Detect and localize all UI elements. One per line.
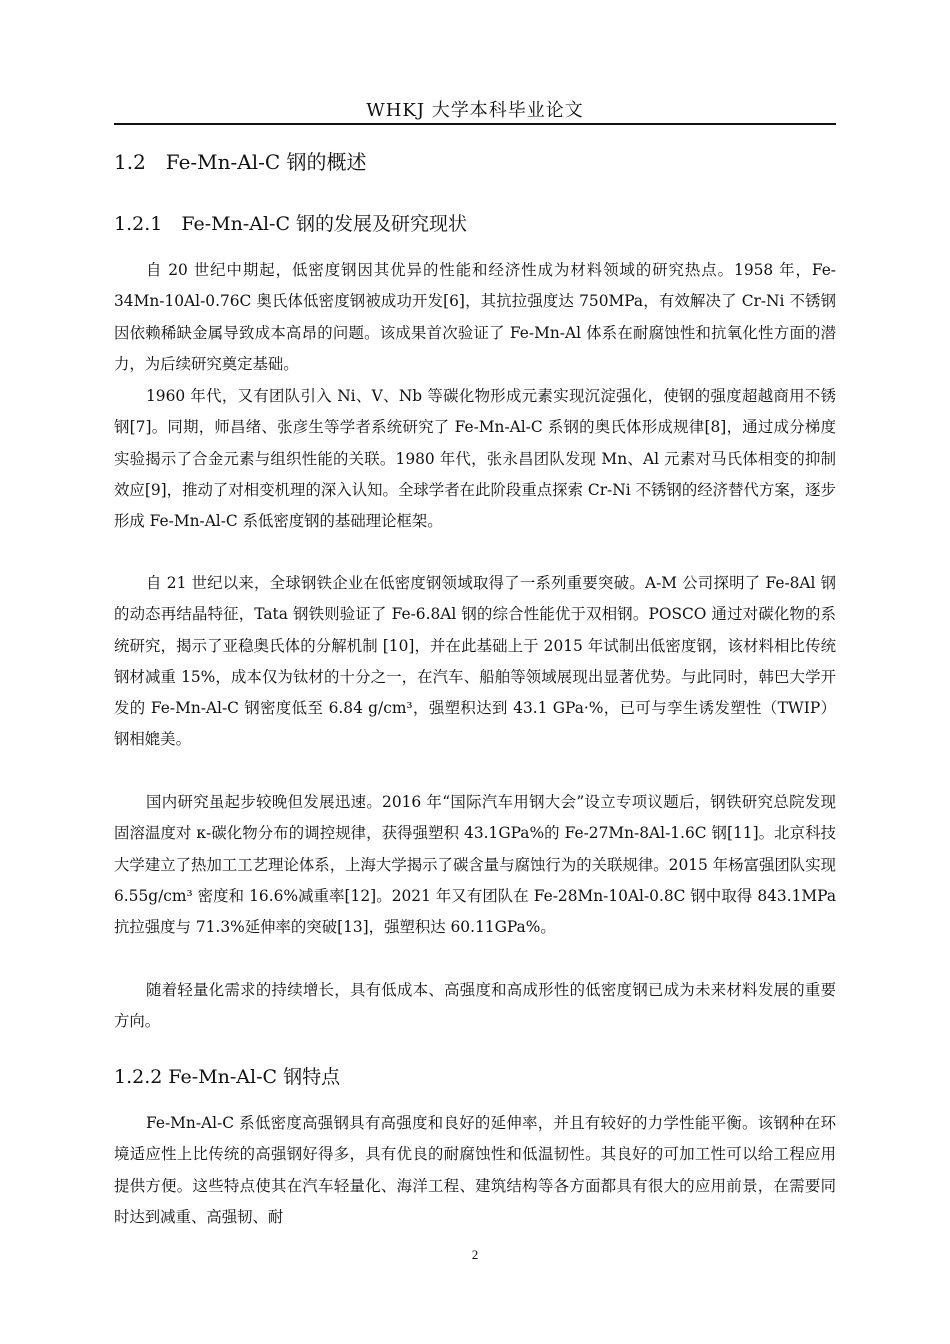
paragraph-21st-century: 自 21 世纪以来，全球钢铁企业在低密度钢领域取得了一系列重要突破。A-M 公司探明了 Fe-8Al 钢的动态再结晶特征，Tata 钢铁则验证了 Fe-6.8Al 钢的综合性能优于双相钢。POSCO 通过对碳化物的系统研究，揭示了亚稳奥氏体的分解机制 [10]，并在此基础上于 2015 年试制出低密度钢，该材料相比传统钢材减重 15%，成本仅为钛材的十分之一，在汽车、船舶等领域展现出显著优势。与此同时，韩巴大学开发的 Fe-Mn-Al-C 钢密度低至 6.84 g/cm³，强塑积达到 43.1 GPa·%，已可与孪生诱发塑性（TWIP）钢相媲美。: [114, 574, 836, 749]
running-header: WHKJ 大学本科毕业论文: [366, 100, 584, 121]
header-rule: [114, 123, 836, 125]
paragraph-1960s: 1960 年代，又有团队引入 Ni、V、Nb 等碳化物形成元素实现沉淀强化，使钢的强度超越商用不锈钢[7]。同期，师昌绪、张彦生等学者系统研究了 Fe-Mn-Al-C 系钢的奥氏体形成规律[8]，通过成分梯度实验揭示了合金元素与组织性能的关联。1980 年代，张永昌团队发现 Mn、Al 元素对马氏体相变的抑制效应[9]，推动了对相变机理的深入认知。全球学者在此阶段重点探索 Cr-Ni 不锈钢的经济替代方案，逐步形成 Fe-Mn-Al-C 系低密度钢的基础理论框架。: [114, 387, 836, 531]
paragraph-domestic-research: 国内研究虽起步较晚但发展迅速。2016 年“国际汽车用钢大会”设立专项议题后，钢铁研究总院发现固溶温度对 κ-碳化物分布的调控规律，获得强塑积 43.1GPa%的 Fe-27Mn-8Al-1.6C 钢[11]。北京科技大学建立了热加工工艺理论体系，上海大学揭示了碳含量与腐蚀行为的关联规律。2015 年杨富强团队实现 6.55g/cm³ 密度和 16.6%减重率[12]。2021 年又有团队在 Fe-28Mn-10Al-0.8C 钢中取得 843.1MPa 抗拉强度与 71.3%延伸率的突破[13]，强塑积达 60.11GPa%。: [114, 793, 836, 937]
page-number: 2: [471, 1247, 479, 1262]
paragraph-characteristics: Fe-Mn-Al-C 系低密度高强钢具有高强度和良好的延伸率，并且有较好的力学性能平衡。该钢种在环境适应性上比传统的高强钢好得多，具有优良的耐腐蚀性和低温韧性。其良好的可加工性可以给工程应用提供方便。这些特点使其在汽车轻量化、海洋工程、建筑结构等各方面都具有很大的应用前景，在需要同时达到减重、高强韧、耐: [114, 1114, 836, 1226]
paragraph-history-intro: 自 20 世纪中期起，低密度钢因其优异的性能和经济性成为材料领域的研究热点。1958 年，Fe-34Mn-10Al-0.76C 奥氏体低密度钢被成功开发[6]，其抗拉强度达 750MPa，有效解决了 Cr-Ni 不锈钢因依赖稀缺金属导致成本高昂的问题。该成果首次验证了 Fe-Mn-Al 体系在耐腐蚀性和抗氧化性方面的潜力，为后续研究奠定基础。: [114, 261, 836, 373]
paragraph-outlook: 随着轻量化需求的持续增长，具有低成本、高强度和高成形性的低密度钢已成为未来材料发展的重要方向。: [114, 981, 836, 1031]
subsection-heading-1-2-1: 1.2.1 Fe-Mn-Al-C 钢的发展及研究现状: [114, 213, 468, 235]
section-heading: 1.2 Fe-Mn-Al-C 钢的概述: [114, 150, 367, 174]
subsection-heading-1-2-2: 1.2.2 Fe-Mn-Al-C 钢特点: [114, 1066, 341, 1088]
